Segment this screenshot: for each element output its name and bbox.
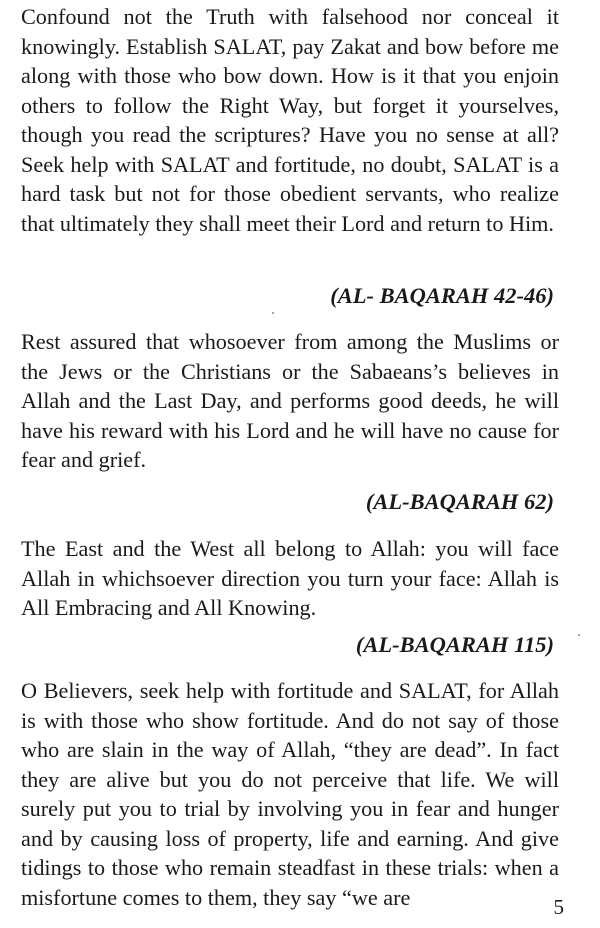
page-number: 5 xyxy=(553,895,564,919)
verse-reference: (AL-BAQARAH 115) xyxy=(355,632,554,657)
verse-paragraph: Confound not the Truth with falsehood nor conceal it knowingly. Establish SALAT, pay Zakat and bow before me along with those who bow down. How is it that you enjoin others to follow the Right Way, but forget it yourselves, though you read the scriptures? Have you no sense at all? Seek help with SALAT and fortitude, no doubt, SALAT is a hard task but not for those obedient servants, who realize that ultimately they shall meet their Lord and return to Him. xyxy=(21,4,559,236)
scan-speck xyxy=(578,634,580,636)
verse-paragraph: O Believers, seek help with fortitude and SALAT, for Allah is with those who show fortitude. And do not say of those who are slain in the way of Allah, “they are dead”. In fact they are alive but you do not perceive that life. We will surely put you to trial by involving you in fear and hunger and by causing loss of property, life and earning. And give tidings to those who remain steadfast in these trials: when a misfortune comes to them, they say “we are xyxy=(21,678,559,910)
scan-speck xyxy=(272,312,274,314)
verse-reference: (AL-BAQARAH 62) xyxy=(365,489,554,514)
verse-paragraph: The East and the West all belong to Allah: you will face Allah in whichsoever direction you turn your face: Allah is All Embracing and All Knowing. xyxy=(21,536,559,620)
verse-reference: (AL- BAQARAH 42-46) xyxy=(330,283,554,308)
verse-paragraph: Rest assured that whosoever from among the Muslims or the Jews or the Christians or the Sabaeans’s believes in Allah and the Last Day, and performs good deeds, he will have his reward with his Lord and he will have no cause for fear and grief. xyxy=(21,329,559,472)
